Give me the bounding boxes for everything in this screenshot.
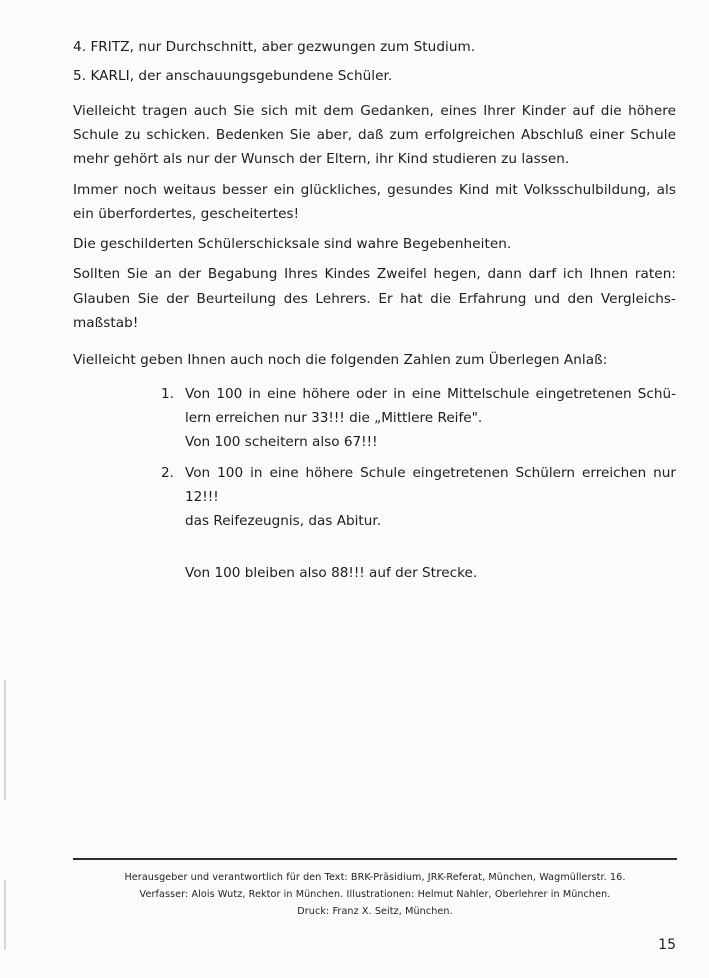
scan-margin-shadow — [4, 680, 6, 800]
paragraph-2-line-1: Immer noch weitaus besser ein glückliches, gesundes Kind mit Volksschulbildung, als — [73, 182, 676, 198]
paragraph-4-line-1: Sollten Sie an der Begabung Ihres Kindes Zweifel hegen, dann darf ich Ihnen raten: — [73, 266, 676, 282]
scan-margin-shadow — [4, 880, 6, 950]
stat-1-line-1: Von 100 in eine höhere oder in eine Mittelschule eingetretenen Schü- — [185, 386, 676, 402]
paragraph-4-line-3: maßstab! — [73, 315, 139, 331]
page-number: 15 — [658, 937, 676, 953]
paragraph-1-line-3: mehr gehört als nur der Wunsch der Eltern, ihr Kind studieren zu lassen. — [73, 151, 570, 167]
stat-2-line-1: Von 100 in eine höhere Schule eingetretenen Schülern erreichen nur — [185, 465, 676, 481]
list-item-5: 5. KARLI, der anschauungsgebundene Schüler. — [73, 68, 393, 84]
paragraph-3: Die geschilderten Schülerschicksale sind wahre Begebenheiten. — [73, 236, 512, 252]
stat-1-line-3: Von 100 scheitern also 67!!! — [185, 434, 378, 450]
stat-2-line-2: 12!!! — [185, 489, 219, 505]
paragraph-4-line-2: Glauben Sie der Beurteilung des Lehrers. Er hat die Erfahrung und den Vergleichs- — [73, 291, 676, 307]
paragraph-1-line-1: Vielleicht tragen auch Sie sich mit dem Gedanken, eines Ihrer Kinder auf die höhere — [73, 103, 676, 119]
stat-2-line-3: das Reifezeugnis, das Abitur. — [185, 513, 382, 529]
stat-1-line-2: lern erreichen nur 33!!! die „Mittlere Reife". — [185, 410, 483, 426]
paragraph-5: Vielleicht geben Ihnen auch noch die folgenden Zahlen zum Überlegen Anlaß: — [73, 352, 608, 368]
footer-publisher: Herausgeber und verantwortlich für den Text: BRK-Präsidium, JRK-Referat, München, Wagmüllerstr. 16. — [124, 872, 626, 883]
paragraph-1-line-2: Schule zu schicken. Bedenken Sie aber, daß zum erfolgreichen Abschluß einer Schule — [73, 127, 676, 143]
paragraph-2-line-2: ein überfordertes, gescheitertes! — [73, 206, 300, 222]
footer-printer: Druck: Franz X. Seitz, München. — [297, 906, 453, 917]
footer-credits: Verfasser: Alois Wutz, Rektor in München. Illustrationen: Helmut Nahler, Oberlehrer in München. — [139, 889, 611, 900]
stat-2-line-4: Von 100 bleiben also 88!!! auf der Strecke. — [185, 565, 478, 581]
stat-number-2: 2. — [161, 465, 174, 481]
list-item-4: 4. FRITZ, nur Durchschnitt, aber gezwungen zum Studium. — [73, 39, 476, 55]
footer-divider — [73, 858, 677, 860]
stat-number-1: 1. — [161, 386, 174, 402]
